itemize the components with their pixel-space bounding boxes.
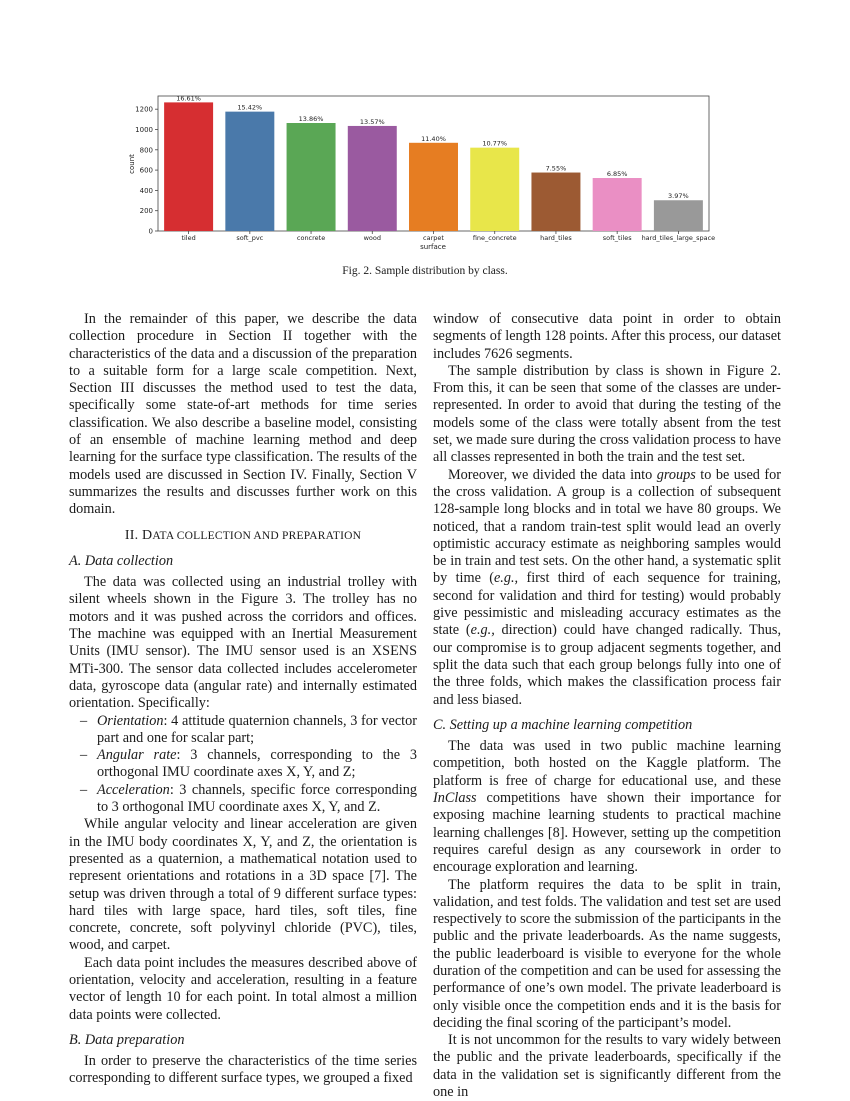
bar [654,200,703,231]
subsection-heading: B. Data preparation [69,1031,185,1048]
y-tick-label: 1200 [135,105,153,114]
paragraph: It is not uncommon for the results to vary widely between the public and the private leaderboards, specifically if the data in the validation set is significantly different from the one in [433,1032,781,1101]
right-column [433,311,781,1101]
subsection-heading: A. Data collection [69,552,174,569]
paragraph: Each data point includes the measures described above of orientation, velocity and acceleration, resulting in a feature vector of length 10 for each point. In total almost a million data points were collected. [69,954,417,1023]
y-tick-label: 0 [148,227,153,236]
bar-data-label: 7.55% [545,164,567,173]
x-tick-label: hard_tiles_large_space [641,234,716,242]
paragraph: In order to preserve the characteristics of the time series corresponding to different surface types, we grouped a fixed [69,1053,417,1087]
y-tick-label: 200 [139,207,153,216]
bar [348,126,397,231]
bar [287,123,336,231]
paragraph: In the remainder of this paper, we describe the data collection procedure in Section II together with the characteristics of the data and a discussion of the preparation to a suitable form for a large scale competition. Next, Section III discusses the method used to test the data, specifically some state-of-art methods for time series classification. We also describe a baseline model, consisting of an ensemble of machine learning method and deep learning for the surface type classification. The results of the models used are discussed in Section IV. Finally, Section V summarizes the results and discusses further work on this domain. [69,311,417,518]
paragraph: The data was collected using an industrial trolley with silent wheels shown in the Figure 3. The trolley has no motors and it was pushed across the corridors and offices. The machine was equipped with an Inertial Measurement Units (IMU sensor). The IMU sensor used is an XSENS MTi-300. The sensor data collected includes accelerometer data, gyroscope data (angular rate) and internally estimated orientation. Specifically: [69,574,417,712]
x-tick-label: tiled [181,234,196,242]
x-tick-label: fine_concrete [472,234,517,242]
paragraph: The platform requires the data to be split in train, validation, and test folds. The validation and test set are used respectively to score the submission of the participants in the public and the private leaderboards. As the name suggests, the public leaderboard is visible to everyone for the whole duration of the competition and can be used for assessing the performance of one’s own model. The private leaderboard is only visible once the competition ends and it is the basis for deciding the final scoring of the participant’s model. [433,876,781,1031]
left-column [69,311,417,1088]
figure-caption: Fig. 2. Sample distribution by class. [342,265,508,277]
bar [470,148,519,231]
bar [409,143,458,231]
bar-data-label: 15.42% [237,103,263,112]
bar-data-label: 3.97% [668,192,689,201]
bar-chart [0,0,850,255]
list-item: – Acceleration: 3 channels, specific force corresponding to 3 orthogonal IMU coordinate axes X, Y, and Z. [97,782,417,817]
bar-data-label: 11.40% [421,134,446,143]
y-tick-label: 800 [139,146,153,155]
paragraph: window of consecutive data point in order to obtain segments of length 128 points. After this process, our dataset includes 7626 segments. [433,311,781,362]
bar-data-label: 6.85% [606,170,628,179]
x-tick-label: wood [363,234,381,242]
y-axis-label: count [128,154,136,174]
y-tick-label: 400 [139,186,153,195]
paragraph: Moreover, we divided the data into groups to be used for the cross validation. A group is a collection of subsequent 128-sample long blocks and in total we have 80 groups. We noticed, that a random train-test split would lead an overly optimistic accuracy estimate as neighboring samples would be in train and test sets. On the other hand, a systematic split by time (e.g., first third of each sequence for training, second for validation and third for testing) would probably give pessimistic and misleading accuracy estimates as the state (e.g., direction) could have changed radically. Thus, our compromise is to group adjacent segments together, and split the data such that each group belongs fully into one of the three folds, which makes the classification process fair and less biased. [433,466,782,708]
list-item: – Angular rate: 3 channels, corresponding to the 3 orthogonal IMU coordinate axes X, Y, and Z; [97,747,417,782]
x-tick-label: soft_pvc [236,234,264,242]
y-tick-label: 1000 [135,125,153,134]
bar-data-label: 13.86% [298,115,324,123]
x-tick-label: soft_tiles [602,234,632,242]
y-tick-label: 600 [139,166,153,175]
x-tick-label: carpet [423,234,444,242]
bar [531,173,580,231]
paragraph: While angular velocity and linear acceleration are given in the IMU body coordinates X, Y, and Z, the orientation is presented as a quaternion, a mathematical notation used to represent orientations and rotations in a 3D space [7]. The setup was driven through a total of 9 different surface types: hard tiles with large space, hard tiles, soft tiles, fine concrete, concrete, soft polyvinyl chloride (PVC), tiles, wood, and carpet. [69,816,417,954]
list-item: – Orientation: 4 attitude quaternion channels, 3 for vector part and one for scalar part; [97,713,417,748]
subsection-heading: C. Setting up a machine learning competition [433,716,693,733]
bar [164,102,213,231]
bar-data-label: 10.77% [482,139,508,148]
paragraph: The sample distribution by class is shown in Figure 2. From this, it can be seen that some of the classes are under-represented. In order to avoid that during the testing of the models some of the class were totally absent from the test set, we made sure during the cross validation process to have all classes represented in both the train and the test set. [433,362,781,466]
bar [593,178,642,231]
paragraph: The data was used in two public machine learning competition, both hosted on the Kaggle platform. The platform is free of charge for educational use, and these InClass competitions have shown their importance for exposing machine learning students to practical machine learning challenges [8]. However, setting up the competition requires careful design as any coursework in order to encourage exploration and learning. [433,738,781,876]
section-heading: II. DATA COLLECTION AND PREPARATION [124,527,362,543]
x-tick-label: concrete [296,234,326,242]
x-tick-label: hard_tiles [540,234,572,242]
bar-data-label: 13.57% [359,117,385,126]
bar-data-label: 16.61% [176,94,202,103]
x-axis-label: surface [420,243,446,251]
channel-list [69,713,417,817]
bar [225,112,274,231]
